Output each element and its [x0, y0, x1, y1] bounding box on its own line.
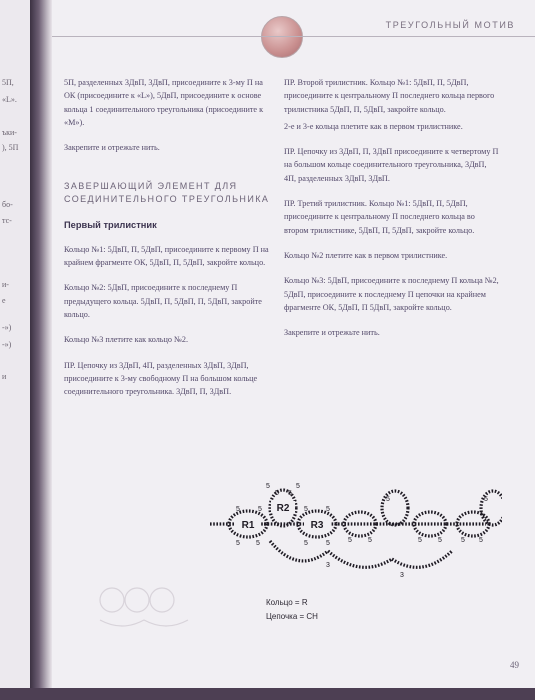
stitch-count-label: 5	[266, 483, 270, 490]
stitch-count-label: 5	[236, 506, 240, 513]
paragraph: Кольцо №3 плетите как кольцо №2.	[64, 335, 189, 345]
previous-page-fragment: и	[2, 372, 7, 381]
previous-page-fragment: 5П,	[2, 78, 14, 87]
subheading: Первый трилистник	[64, 220, 157, 231]
tatting-diagram	[210, 479, 502, 589]
stitch-count-label: 5	[256, 540, 260, 547]
stitch-count-label: 5	[479, 537, 483, 544]
paragraph: Кольцо №2: 5ДвП, присоедините к последнему П предыдущего кольца. 5ДвП, П, 5ДвП, П, 5ДвП, закройте кольцо.	[64, 283, 262, 319]
running-header: ТРЕУГОЛЬНЫЙ МОТИВ	[385, 20, 515, 30]
stitch-count-label: 5	[288, 490, 292, 497]
stitch-count-label: 5	[461, 537, 465, 544]
header-rule	[52, 36, 535, 37]
stitch-count-label: 5	[304, 540, 308, 547]
stitch-count-label: 5	[236, 540, 240, 547]
stitch-count-label: 5	[304, 506, 308, 513]
previous-page-fragment: е	[2, 296, 6, 305]
page	[52, 0, 535, 688]
section-heading: ЗАВЕРШАЮЩИЙ ЭЛЕМЕНТ ДЛЯ СОЕДИНИТЕЛЬНОГО ТРЕУГОЛЬНИКА	[64, 181, 270, 204]
lower-chain	[392, 551, 452, 567]
paragraph: Закрепите и отрежьте нить.	[284, 328, 380, 338]
lace-motif-badge	[261, 16, 303, 58]
paragraph: ПР. Второй трилистник. Кольцо №1: 5ДвП, П, 5ДвП, присоедините к центральному П последнего кольца первого трилистника 5ДвП, П, 5ДвП, закройте кольцо.	[284, 78, 495, 114]
stitch-count-label: 3	[400, 572, 404, 579]
stitch-count-label: 5	[296, 483, 300, 490]
text-column-right	[284, 76, 500, 351]
lower-chain	[270, 541, 328, 561]
paragraph: Кольцо №3: 5ДвП, присоедините к последнему П кольца №2, 5ДвП, присоедините к последнему П цепочки на крайнем фрагменте ОК, 5ДвП, П 5ДвП, закройте кольцо.	[284, 276, 499, 312]
paragraph: ПР. Цепочку из 3ДвП, П, 3ДвП присоедините к четвертому П на большом кольце соединительного треугольника, 3ДвП, 4П, разделенных 3ДвП, 3ДвП.	[284, 147, 499, 183]
previous-page-fragment: «L».	[2, 95, 17, 104]
previous-page-fragment: ъки-	[2, 128, 17, 137]
lower-chain	[328, 551, 392, 567]
stitch-count-label: 5	[386, 496, 390, 503]
stitch-count-label: 5	[348, 537, 352, 544]
page-number: 49	[510, 660, 519, 670]
stitch-count-label: 5	[368, 537, 372, 544]
legend-ring: Кольцо = R	[266, 598, 308, 607]
book-gutter	[30, 0, 52, 700]
paragraph: 5П, разделенных 3ДвП, 3ДвП, присоедините к 3-му П на ОК (присоедините к «L»), 5ДвП, присоедините к основе кольца 1 соединительного треугольника (присоедините к «M»).	[64, 78, 264, 127]
stitch-count-label: 5	[484, 496, 488, 503]
ring-label: R3	[310, 520, 324, 531]
text-column-left	[64, 76, 276, 410]
previous-page-fragment: ), 5П	[2, 143, 19, 152]
previous-page-fragment: бо-	[2, 200, 13, 209]
book-bottom-edge	[0, 688, 535, 700]
previous-page-fragment: и-	[2, 280, 9, 289]
diagram-legend	[266, 596, 318, 624]
paragraph: Закрепите и отрежьте нить.	[64, 143, 160, 153]
paragraph: ПР. Цепочку из 3ДвП, 4П, разделенных 3ДвП, 3ДвП, присоедините к 3-му свободному П на большом кольце соединительного треугольника. 3ДвП, П, 3ДвП.	[64, 360, 258, 397]
paragraph: Кольцо №2 плетите как в первом трилистнике.	[284, 250, 448, 260]
paragraph: Кольцо №1: 5ДвП, П, 5ДвП, присоедините к первому П на крайнем фрагменте ОК, 5ДвП, П, 5ДвП, закройте кольцо.	[64, 244, 269, 268]
stitch-count-label: 5	[326, 506, 330, 513]
paragraph: 2-е и 3-е кольца плетите как в первом трилистнике.	[284, 121, 463, 131]
previous-page-fragment: тс-	[2, 216, 12, 225]
previous-page-fragment: -»)	[2, 340, 12, 349]
stitch-count-label: 5	[275, 490, 279, 497]
stitch-count-label: 5	[438, 537, 442, 544]
paragraph: ПР. Третий трилистник. Кольцо №1: 5ДвП, П, 5ДвП, присоедините к центральному П последнего кольца во втором трилистнике, 5ДвП, П, 5ДвП, закройте кольцо.	[284, 199, 475, 235]
legend-chain: Цепочка = CH	[266, 612, 318, 621]
ring-label: R1	[241, 520, 255, 531]
previous-page-edge	[0, 0, 30, 700]
stitch-count-label: 3	[326, 562, 330, 569]
ring-label: R2	[276, 503, 290, 514]
stitch-count-label: 5	[326, 540, 330, 547]
previous-page-fragment: -»)	[2, 323, 12, 332]
stitch-count-label: 5	[418, 537, 422, 544]
faint-show-through-lace	[92, 560, 212, 640]
stitch-count-label: 5	[258, 506, 262, 513]
